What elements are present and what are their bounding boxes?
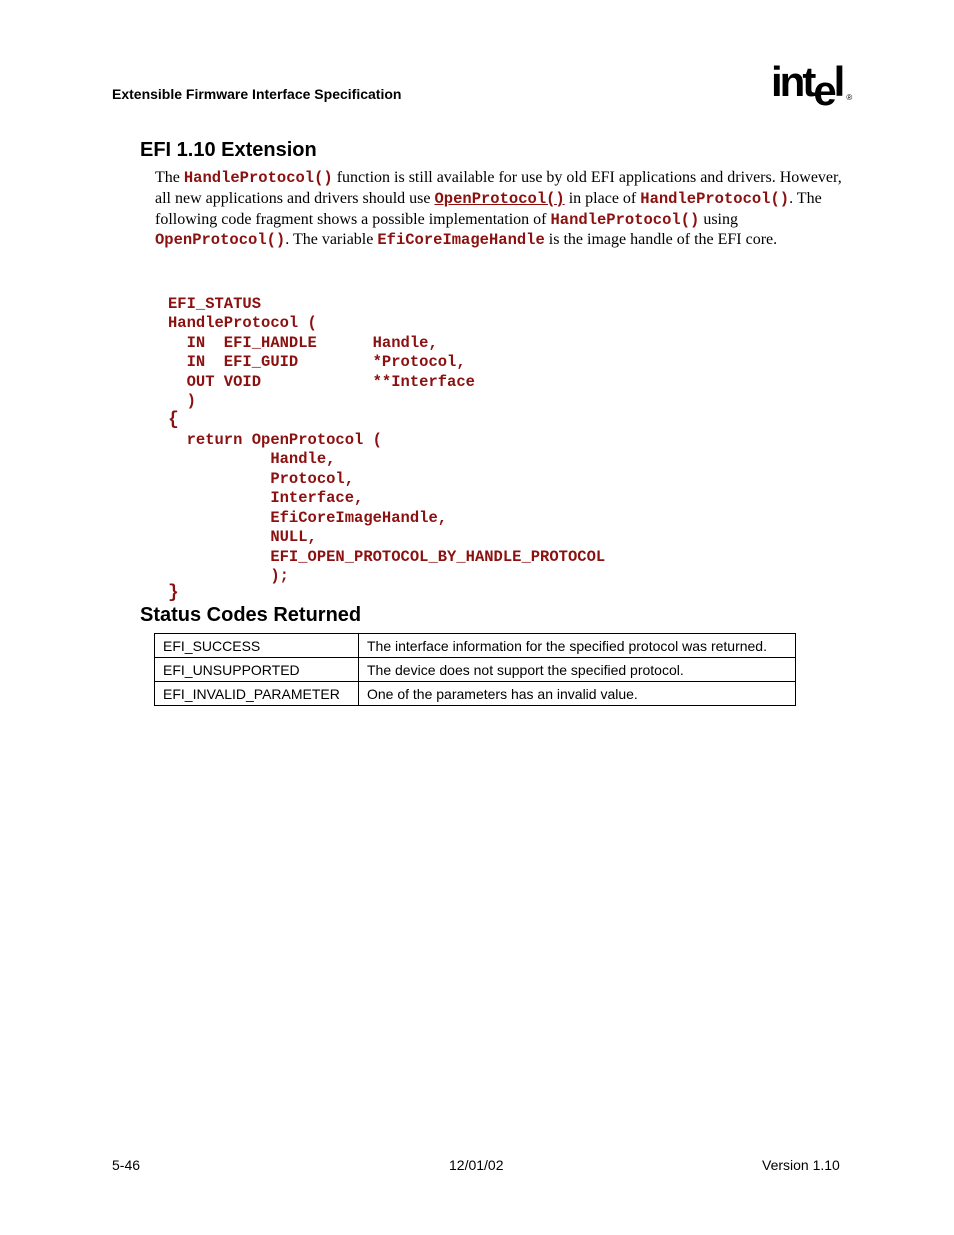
logo-text-l: l: [833, 58, 843, 105]
code-line: OUT VOID **Interface: [168, 373, 475, 391]
table-row: [155, 682, 796, 706]
logo-text-int: int: [771, 58, 814, 105]
code-line: return OpenProtocol (: [168, 431, 382, 449]
section-heading: EFI 1.10 Extension: [140, 139, 317, 161]
code-line: Interface,: [168, 489, 364, 507]
code-ref-eficoreimagehandle: EfiCoreImageHandle: [377, 231, 545, 250]
code-line: );: [168, 567, 289, 585]
code-ref-handleprotocol: HandleProtocol(): [640, 189, 790, 208]
status-code-cell: EFI_UNSUPPORTED: [155, 658, 359, 682]
status-desc-cell: One of the parameters has an invalid value.: [359, 682, 796, 706]
code-line: EFI_OPEN_PROTOCOL_BY_HANDLE_PROTOCOL: [168, 548, 606, 566]
status-codes-heading: Status Codes Returned: [140, 604, 362, 626]
code-line: Protocol,: [168, 470, 355, 488]
status-code-cell: EFI_INVALID_PARAMETER: [155, 682, 359, 706]
para-text-4: . The following code fragment shows a possible implementation of: [155, 189, 822, 228]
table-row: [155, 658, 796, 682]
code-line-open-brace: {: [168, 410, 179, 430]
code-ref-openprotocol: OpenProtocol(): [155, 231, 286, 250]
para-text-2: function is still available for use by old EFI applications and drivers. However, all new applications and drivers should use: [155, 169, 842, 207]
code-line: IN EFI_HANDLE Handle,: [168, 334, 438, 352]
code-line: Handle,: [168, 450, 336, 468]
para-text-1: The: [155, 169, 184, 186]
code-ref-handleprotocol: HandleProtocol(): [550, 210, 700, 229]
para-text-7: is the image handle of the EFI core.: [544, 231, 778, 249]
footer-page-number: 5-46: [112, 1157, 141, 1173]
code-ref-handleprotocol: HandleProtocol(): [183, 169, 333, 187]
para-text-6: . The variable: [285, 231, 378, 249]
para-text-5: using: [699, 210, 738, 228]
footer-version: Version 1.10: [762, 1157, 840, 1173]
intel-logo: [771, 58, 853, 114]
code-line: EfiCoreImageHandle,: [168, 509, 448, 527]
code-line: EFI_STATUS: [168, 295, 262, 313]
code-line: ): [168, 392, 196, 410]
intro-paragraph: [155, 168, 845, 251]
table-row: [155, 634, 796, 658]
status-desc-cell: The device does not support the specified protocol.: [359, 658, 796, 682]
status-codes-table: [154, 633, 796, 706]
link-openprotocol[interactable]: OpenProtocol(): [434, 189, 565, 208]
footer-date: 12/01/02: [449, 1157, 504, 1173]
para-text-3: in place of: [564, 189, 641, 207]
code-line-close-brace: }: [168, 583, 179, 603]
status-desc-cell: The interface information for the specified protocol was returned.: [359, 634, 796, 658]
logo-registered-mark: ®: [846, 93, 853, 102]
status-code-cell: EFI_SUCCESS: [155, 634, 359, 658]
code-line: IN EFI_GUID *Protocol,: [168, 353, 466, 371]
running-header-title: Extensible Firmware Interface Specification: [112, 86, 402, 102]
code-line: NULL,: [168, 528, 317, 546]
logo-text-e: e: [813, 67, 834, 114]
code-line: HandleProtocol (: [168, 314, 317, 332]
